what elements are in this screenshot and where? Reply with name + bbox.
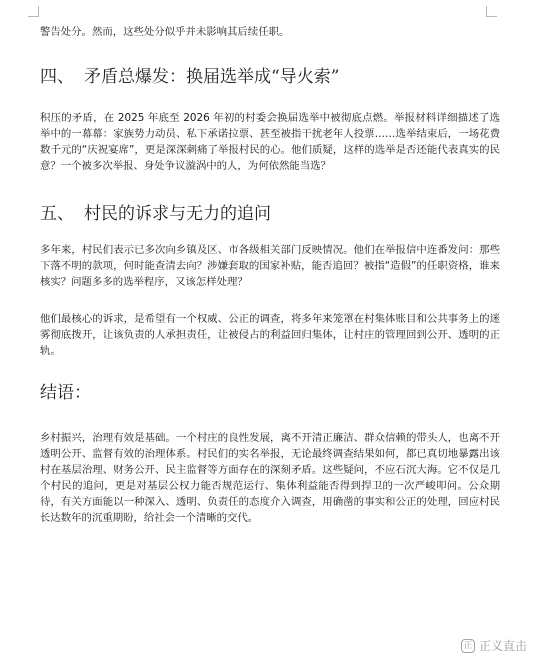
watermark bbox=[461, 637, 527, 654]
conclusion-paragraph: 乡村振兴，治理有效是基础。一个村庄的良性发展，离不开清正廉洁、群众信赖的带头人，也离不开透明公开、监督有效的治理体系。村民们的实名举报，无论最终调查结果如何，都已真切地暴露出该村在基层治理、财务公开、民主监督等方面存在的深刻矛盾。这些疑问，不应石沉大海。它不仅是几个村民的追问，更是对基层公权力能否规范运行、集体利益能否得到捍卫的一次严峻叩问。公众期待，有关方面能以一种深入、透明、负责任的态度介入调查，用确凿的事实和公正的处理，回应村民长达数年的沉重期盼，给社会一个清晰的交代。 bbox=[40, 432, 500, 524]
section-5-paragraph-2: 他们最核心的诉求，是希望有一个权威、公正的调查，将多年来笼罩在村集体账目和公共事务上的迷雾彻底拨开，让该负责的人承担责任，让被侵占的利益回归集体，让村庄的管理回到公开、透明的正轨。 bbox=[40, 313, 500, 357]
section-5-number: 五、 bbox=[40, 204, 74, 224]
section-5-heading bbox=[40, 203, 271, 225]
conclusion-heading: 结语： bbox=[40, 383, 91, 403]
section-4-paragraph: 积压的矛盾，在 2025 年底至 2026 年初的村委会换届选举中被彻底点燃。举报材料详细描述了选举中的一幕幕：家族势力动员、私下承诺拉票、甚至被指干扰老年人投票……选举结束后，一场花费数千元的“庆祝宴席”，更是深深刺痛了举报村民的心。他们质疑，这样的选举是否还能代表真实的民意？一个被多次举报、身处争议漩涡中的人，为何依然能当选？ bbox=[40, 112, 500, 172]
section-4-heading bbox=[40, 66, 339, 88]
section-5-title: 村民的诉求与无力的追问 bbox=[84, 204, 271, 224]
section-4-number: 四、 bbox=[40, 67, 74, 87]
page-corner-mark-right bbox=[486, 6, 497, 17]
watermark-text: 正义直击 bbox=[478, 639, 527, 653]
page-corner-mark-left bbox=[28, 6, 39, 17]
watermark-logo-icon: 正 bbox=[461, 639, 475, 653]
section-5-paragraph-1: 多年来，村民们表示已多次向乡镇及区、市各级相关部门反映情况。他们在举报信中连番发问：那些下落不明的款项，何时能查清去向？涉嫌套取的国家补贴，能否追回？被指“造假”的任职资格，谁来核实？问题多多的选举程序，又该怎样处理？ bbox=[40, 244, 500, 288]
section-4-title: 矛盾总爆发：换届选举成“导火索” bbox=[84, 67, 340, 87]
top-paragraph-fragment: 警告处分。然而，这些处分似乎并未影响其后续任职。 bbox=[40, 26, 290, 38]
